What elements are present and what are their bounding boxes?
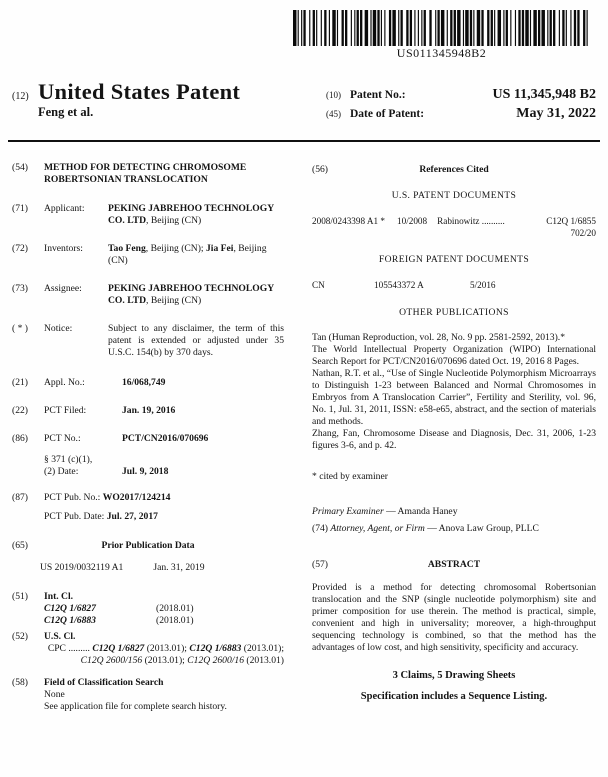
prior-pub-number: US 2019/0032119 A1 (40, 562, 124, 573)
page-title: United States Patent (38, 79, 241, 104)
field-52-us-cl (12, 631, 284, 667)
barcode-image (293, 10, 590, 46)
us-doc-name: Rabinowitz .......... (437, 216, 505, 226)
field-71-applicant (12, 203, 284, 227)
patent-date-value: May 31, 2022 (516, 106, 596, 121)
notice-label: Notice: (44, 323, 73, 334)
field-65-prior-pub-heading (12, 540, 284, 552)
field-73-tag: (73) (12, 283, 28, 294)
field-22-pct-filed (12, 405, 284, 417)
field-58-none: None (44, 689, 65, 700)
us-cl-heading: U.S. Cl. (44, 631, 76, 642)
patent-number-tag: (10) (326, 90, 341, 100)
header-left (12, 80, 240, 127)
field-58-heading-row (12, 677, 284, 689)
field-86-pct-no (12, 433, 284, 445)
abstract-text: Provided is a method for detecting chromosomal Robertsonian translocation and the SNP (single nucleotide polymorphism) site and primer composition for use therein. The method is practical, simple, convenient and high in universality; moreover, a high-throughput sequencing technology is combined, so that the method has the advantages of low cost, and high sensitivity, specificity and accuracy. (312, 582, 596, 653)
other-publication-item: Nathan, R.T. et al., “Use of Single Nucleotide Polymorphism Microarrays to Distinguish 1-23 between Balanced and Normal Chromosomes in Embryos from A Translocation Carrier”, Fertility and Sterility, vol. 96, No. 1, Jul. 31, 2011, ISSN: e58-e65, abstract, and the section of materials and methods. (312, 368, 596, 427)
left-column (12, 152, 284, 713)
field-86-tag: (86) (12, 433, 28, 444)
field-58-tag: (58) (12, 677, 28, 688)
field-87-pct-pub-no (12, 492, 284, 504)
section-371-line1: § 371 (c)(1), (44, 454, 93, 465)
field-56-references-heading (312, 164, 596, 176)
applicant-value: PEKING JABREHOO TECHNOLOGY CO. LTD, Beijing (CN) (108, 203, 274, 226)
assignee-label: Assignee: (44, 283, 82, 294)
field-56-tag: (56) (312, 164, 328, 175)
pct-filed-label: PCT Filed: (44, 405, 87, 416)
other-publication-item: Tan (Human Reproduction, vol. 28, No. 9 pp. 2581-2592, 2013).* (312, 332, 565, 343)
prior-pub-heading: Prior Publication Data (101, 540, 195, 551)
assignee-value: PEKING JABREHOO TECHNOLOGY CO. LTD, Beijing (CN) (108, 283, 274, 306)
us-patent-documents-heading: U.S. PATENT DOCUMENTS (391, 190, 517, 201)
us-cl-heading-row (12, 631, 284, 643)
field-58-classification-search (12, 677, 284, 713)
primary-examiner-line: Primary Examiner — Amanda Haney (312, 506, 458, 517)
claims-drawing-sheets-line: 3 Claims, 5 Drawing Sheets (392, 670, 516, 681)
pct-pub-no: PCT Pub. No.: WO2017/124214 (44, 492, 171, 503)
doc-kind-tag: (12) (12, 91, 29, 102)
section-371-line2 (44, 466, 284, 478)
pct-filed-value: Jan. 19, 2016 (122, 405, 176, 416)
other-publications-heading: OTHER PUBLICATIONS (399, 307, 509, 318)
patent-date-tag: (45) (326, 109, 341, 119)
pct-pub-date-row (12, 511, 284, 523)
int-cl-heading-row (12, 591, 284, 603)
field-72-inventors (12, 243, 284, 267)
prior-pub-date: Jan. 31, 2019 (153, 562, 205, 573)
appl-no-label: Appl. No.: (44, 377, 85, 388)
inventors-value: Tao Feng, Beijing (CN); Jia Fei, Beijing (CN) (108, 243, 267, 266)
foreign-doc-date: 5/2016 (470, 280, 496, 290)
pct-no-value: PCT/CN2016/070696 (122, 433, 209, 444)
us-doc-class: C12Q 1/6855 (546, 216, 596, 226)
applicant-label: Applicant: (44, 203, 85, 214)
us-patent-document-row (312, 215, 596, 227)
other-publications-list (312, 332, 596, 452)
foreign-doc-country: CN (312, 280, 325, 290)
us-doc-date: 10/2008 (397, 216, 428, 226)
section-371-date-label: (2) Date: (44, 466, 79, 477)
foreign-doc-number: 105543372 A (374, 280, 424, 290)
pct-pub-date-label: PCT Pub. Date: (44, 511, 105, 522)
cited-by-examiner-note: * cited by examiner (312, 471, 388, 482)
patent-number-label: Patent No.: (350, 89, 406, 101)
invention-title: METHOD FOR DETECTING CHROMOSOME ROBERTSONIAN TRANSLOCATION (44, 162, 247, 185)
section-371-date-value: Jul. 9, 2018 (122, 466, 169, 477)
field-72-tag: (72) (12, 243, 28, 254)
inventors-label: Inventors: (44, 243, 83, 254)
references-heading: References Cited (419, 164, 489, 175)
patent-date-label: Date of Patent: (350, 108, 425, 120)
prior-pub-entry (12, 562, 284, 574)
field-57-tag: (57) (312, 559, 328, 570)
other-publication-item: Zhang, Fan, Chromosome Disease and Diagnosis, Dec. 31, 2006, 1-23 figures 3-6, and p. 42. (312, 428, 596, 451)
biblio-columns (12, 152, 596, 713)
other-publication-item: The World Intellectual Property Organization (WIPO) International Search Report for PCT/CN2016/070696 dated Oct. 19, 2016 8 Pages. (312, 344, 596, 367)
barcode (293, 10, 590, 59)
notice-tag: ( * ) (12, 323, 28, 334)
patent-number-value: US 11,345,948 B2 (492, 87, 596, 102)
barcode-caption: US011345948B2 (396, 46, 487, 60)
patent-date-row (326, 108, 596, 120)
header-title-block (38, 80, 240, 127)
int-cl-row: C12Q 1/6883 (2018.01) (44, 615, 194, 626)
cpc-classification: CPC ......... C12Q 1/6827 (2013.01); C12Q 1/6883 (2013.01); C12Q 2600/156 (2013.01); C12Q 2600/16 (2013.01) (47, 643, 284, 666)
field-51-int-cl (12, 591, 284, 627)
field-58-heading: Field of Classification Search (44, 677, 164, 688)
field-52-tag: (52) (12, 631, 28, 642)
header-divider (8, 140, 600, 142)
field-57-abstract-heading (312, 559, 596, 571)
foreign-patent-document-row (312, 279, 596, 291)
int-cl-row: C12Q 1/6827 (2018.01) (44, 603, 194, 614)
field-22-tag: (22) (12, 405, 28, 416)
header (12, 80, 596, 127)
field-71-tag: (71) (12, 203, 28, 214)
right-column (312, 152, 596, 713)
attorney-line: (74) Attorney, Agent, or Firm — Anova Law Group, PLLC (312, 523, 539, 534)
notice-text: Subject to any disclaimer, the term of this patent is extended or adjusted under 35 U.S.C. 154(b) by 370 days. (108, 323, 284, 358)
field-21-tag: (21) (12, 377, 28, 388)
field-21-appl-no (12, 377, 284, 389)
us-doc-class-line2: 702/20 (570, 228, 596, 238)
appl-no-value: 16/068,749 (122, 377, 166, 388)
field-54-invention-title (12, 162, 284, 186)
sequence-listing-line: Specification includes a Sequence Listing. (360, 691, 548, 702)
abstract-heading: ABSTRACT (427, 559, 481, 570)
field-65-tag: (65) (12, 540, 28, 551)
field-54-tag: (54) (12, 162, 28, 173)
inventor-short-name: Feng et al. (38, 105, 94, 119)
pct-no-label: PCT No.: (44, 433, 81, 444)
field-371 (12, 454, 284, 478)
foreign-patent-documents-heading: FOREIGN PATENT DOCUMENTS (378, 254, 530, 265)
pct-pub-date-value: Jul. 27, 2017 (106, 511, 158, 522)
field-51-tag: (51) (12, 591, 28, 602)
us-doc-number: 2008/0243398 A1 * (312, 216, 385, 226)
header-right (326, 80, 596, 127)
field-notice (12, 323, 284, 359)
field-87-tag: (87) (12, 492, 28, 503)
int-cl-heading: Int. Cl. (44, 591, 74, 602)
patent-number-row (326, 89, 596, 101)
field-58-see-note: See application file for complete search history. (44, 701, 227, 712)
field-73-assignee (12, 283, 284, 307)
